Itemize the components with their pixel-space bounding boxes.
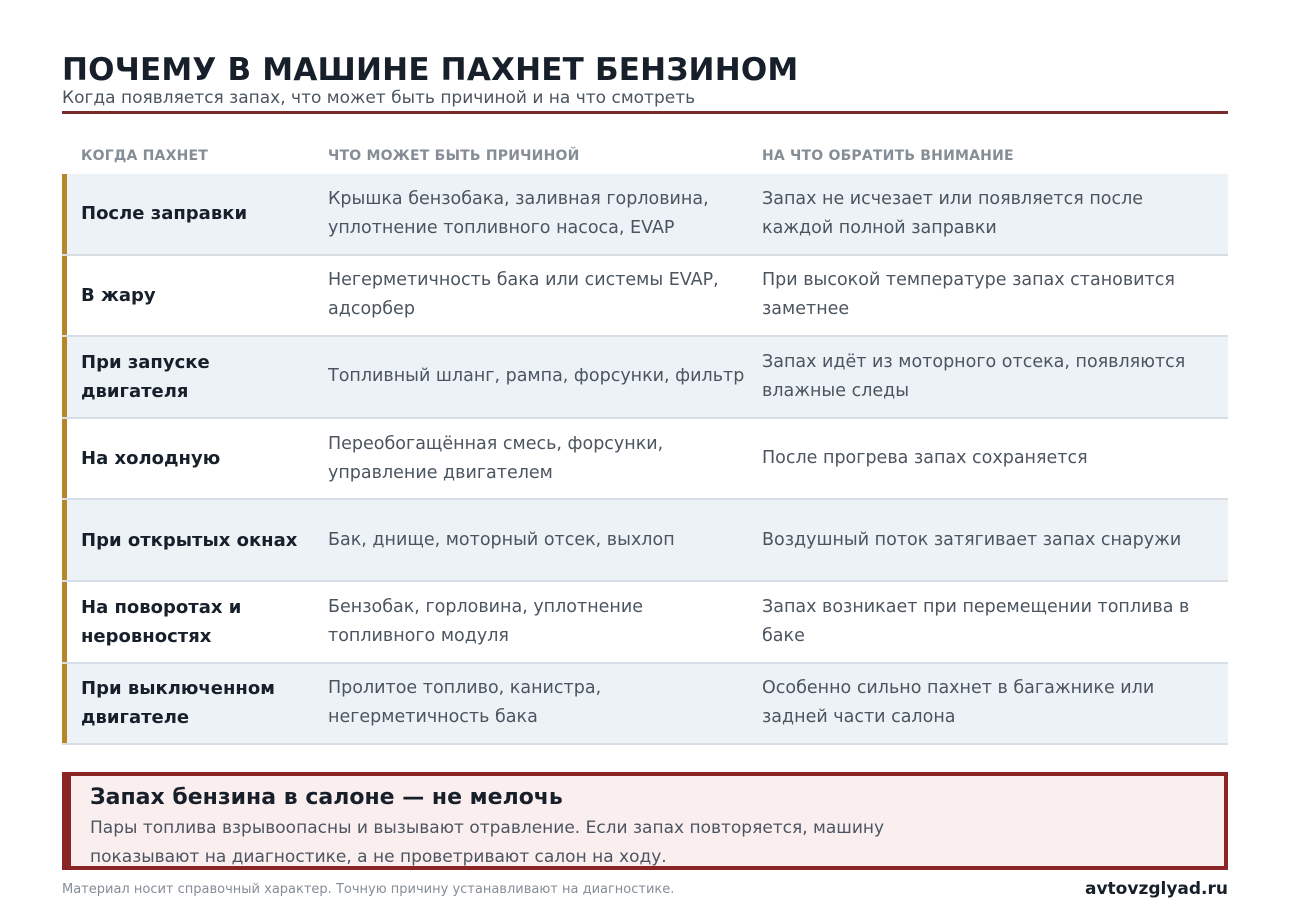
table-body [62,174,1228,745]
warning-box [62,772,1228,870]
cell-when: При запуске двигателя [81,351,210,402]
cell-note: Особенно сильно пахнет в багажнике или задней части салона [762,678,1155,728]
column-header-note: НА ЧТО ОБРАТИТЬ ВНИМАНИЕ [762,148,1014,164]
table-row [62,174,1228,256]
cell-cause: Негерметичность бака или системы EVAP, адсорбер [328,270,719,320]
row-accent-bar [62,500,67,580]
table-row [62,419,1228,501]
cell-note: Запах не исчезает или появляется после каждой полной заправки [762,188,1144,238]
row-accent-bar [62,256,67,336]
page-subtitle: Когда появляется запах, что может быть причиной и на что смотреть [62,88,696,108]
cell-when: При выключенном двигателе [81,678,275,729]
column-header-when: КОГДА ПАХНЕТ [81,148,209,164]
cell-cause: Бак, днище, моторный отсек, выхлоп [328,529,675,550]
page-title: ПОЧЕМУ В МАШИНЕ ПАХНЕТ БЕНЗИНОМ [62,52,799,88]
table-row [62,582,1228,664]
cell-cause: Бензобак, горловина, уплотнение топливного модуля [328,596,643,646]
cell-when: При открытых окнах [81,529,298,551]
cell-note: После прогрева запах сохраняется [762,448,1088,469]
cell-when: На поворотах и неровностях [81,596,242,647]
table-row [62,664,1228,746]
footer-brand: avtovzglyad.ru [1085,879,1228,899]
infographic [62,0,1228,912]
warning-text: Пары топлива взрывоопасны и вызывают отравление. Если запах повторяется, машину показывают на диагностике, а не проветривают салон на ходу. [90,818,885,867]
table-row [62,256,1228,338]
title-divider [62,111,1228,114]
row-accent-bar [62,337,67,417]
cell-cause: Крышка бензобака, заливная горловина, уплотнение топливного насоса, EVAP [328,188,709,238]
cell-cause: Топливный шланг, рампа, форсунки, фильтр [328,366,745,387]
cell-note: Запах идёт из моторного отсека, появляются влажные следы [762,351,1186,401]
table-row [62,337,1228,419]
table-row [62,500,1228,582]
warning-accent-bar [62,772,71,870]
cell-cause: Пролитое топливо, канистра, негерметичность бака [328,678,602,728]
row-accent-bar [62,174,67,254]
warning-title: Запах бензина в салоне — не мелочь [90,785,563,810]
cell-when: В жару [81,284,156,306]
cell-note: Воздушный поток затягивает запах снаружи [762,529,1182,550]
column-header-cause: ЧТО МОЖЕТ БЫТЬ ПРИЧИНОЙ [328,148,580,164]
cell-when: После заправки [81,203,248,225]
footer-disclaimer: Материал носит справочный характер. Точную причину устанавливают на диагностике. [62,882,675,897]
row-accent-bar [62,419,67,499]
cell-cause: Переобогащённая смесь, форсунки, управление двигателем [328,433,664,483]
cell-note: При высокой температуре запах становится заметнее [762,270,1175,320]
row-accent-bar [62,664,67,744]
table-header [62,148,1228,170]
cell-when: На холодную [81,448,221,470]
row-accent-bar [62,582,67,662]
cell-note: Запах возникает при перемещении топлива в баке [762,596,1190,646]
